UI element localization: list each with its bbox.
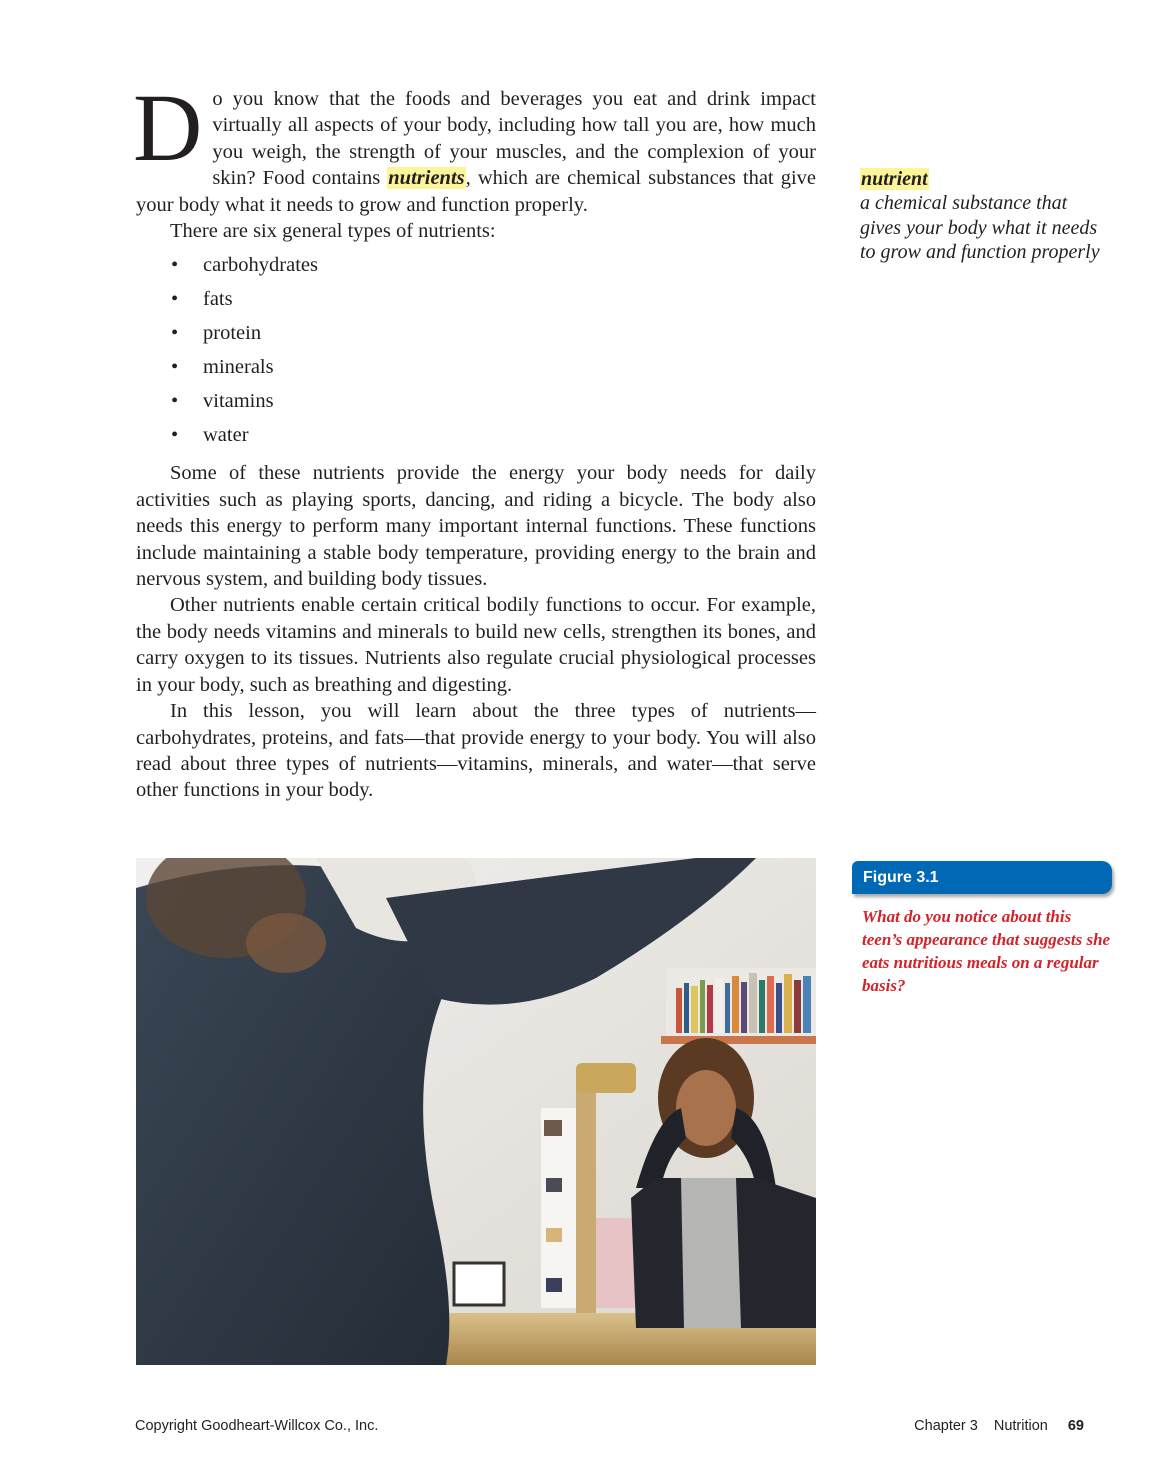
list-item: • fats [136,282,816,316]
bullet-icon: • [171,356,179,379]
list-item: • minerals [136,350,816,384]
bullet-icon: • [171,322,179,345]
list-item: • vitamins [136,384,816,418]
nutrient-types-list [136,248,816,452]
drop-cap: D [133,74,203,181]
glossary-term: nutrient [861,168,928,190]
intro-text-end: , which are chemical substances that give your body what it needs to grow and function properly. [136,167,816,216]
glossary-definition: a chemical substance that gives your body what it needs to grow and function properly [860,192,1100,264]
page-footer-info [898,1418,1084,1434]
body-paragraph: In this lesson, you will learn about the three types of nutrients—carbohydrates, proteins, and fats—that provide energy to your body. You will also read about three types of nutrients—vitamins, minerals, and water—that serve other functions in your body. [136,700,816,802]
list-item: • protein [136,316,816,350]
key-term-highlight[interactable]: nutrients [388,167,465,190]
body-paragraph: Other nutrients enable certain critical bodily functions to occur. For example, the body needs vitamins and minerals to build new cells, strengthen its bones, and carry oxygen to its tissues. Nutrients also regulate crucial physiological processes in your body, such as breathing and digesting. [136,594,816,696]
bullet-icon: • [171,424,179,447]
bullet-icon: • [171,390,179,413]
list-item: • carbohydrates [136,248,816,282]
list-intro: There are six general types of nutrients: [170,220,496,243]
bullet-icon: • [171,288,179,311]
figure-photo [136,858,816,1365]
figure-label-badge: Figure 3.1 [852,861,1112,894]
list-item: • water [136,418,816,452]
bullet-icon: • [171,254,179,277]
glossary-sidebar [860,167,1100,265]
teen-mirror-photo-icon [136,858,816,1365]
copyright-footer: Copyright Goodheart-Willcox Co., Inc. [135,1418,379,1434]
intro-paragraph [133,74,816,218]
chapter-title: Nutrition [993,1418,1048,1434]
body-paragraph: Some of these nutrients provide the energy your body needs for daily activities such as playing sports, dancing, and riding a bicycle. The body also needs this energy to perform many important internal functions. These functions include maintaining a stable body temperature, providing energy to the brain and nervous system, and building body tissues. [136,462,816,591]
figure-caption: What do you notice about this teen’s appearance that suggests she eats nutritious meals on a regular basis? [862,907,1111,995]
page-number: 69 [1067,1418,1084,1434]
intro-text-start: o you know that the foods and beverages you eat and drink impact virtually all aspects of your body, including how tall you are, how much you weigh, the strength of your muscles, and the complexion of your skin? Food contains [212,88,816,190]
main-text-column [133,74,816,804]
chapter-label: Chapter 3 [914,1418,978,1434]
